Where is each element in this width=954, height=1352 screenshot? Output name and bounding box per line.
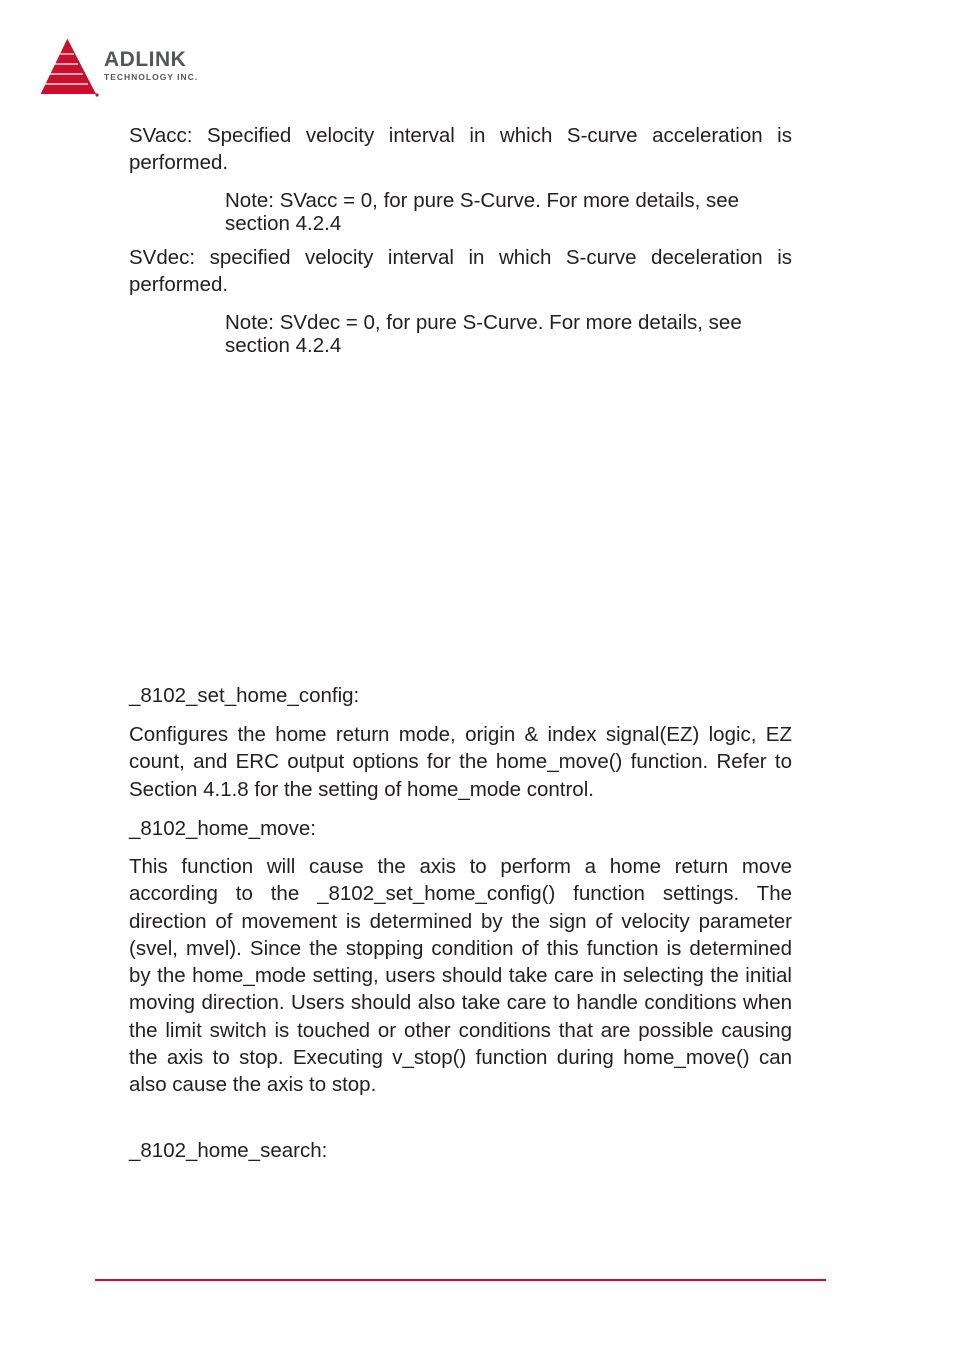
home-move-heading: _8102_home_move: — [129, 817, 316, 840]
svdec-note: Note: SVdec = 0, for pure S-Curve. For more details, see section 4.2.4 — [225, 311, 742, 357]
svacc-note: Note: SVacc = 0, for pure S-Curve. For more details, see section 4.2.4 — [225, 189, 740, 235]
set-home-config-heading: _8102_set_home_config: — [129, 684, 360, 707]
brand-name: ADLINK — [104, 48, 187, 71]
footer-rule — [95, 1279, 826, 1281]
home-search-heading: _8102_home_search: — [129, 1139, 328, 1162]
brand-subtitle: TECHNOLOGY INC. — [104, 72, 199, 82]
svacc-description: SVacc: Specified velocity interval in which S-curve acceleration is performed. — [129, 124, 792, 175]
adlink-logo — [38, 36, 238, 98]
set-home-config-description: Configures the home return mode, origin & index signal(EZ) logic, EZ count, and ERC output options for the home_move() function. Refer to Section 4.1.8 for the setting of home_mode control. — [129, 723, 792, 801]
home-move-description: This function will cause the axis to perform a home return move according to the _8102_set_home_config() function settings. The direction of movement is determined by the sign of velocity parameter (svel, mvel). Since the stopping condition of this function is determined by the home_mode setting, users should take care in selecting the initial moving direction. Users should also take care to handle conditions when the limit switch is touched or other conditions that are possible causing the axis to stop. Executing v_stop() function during home_move() can also cause the axis to stop. — [129, 855, 792, 1097]
svdec-description: SVdec: specified velocity interval in which S-curve deceleration is performed. — [129, 246, 792, 297]
adlink-logo-mark-icon — [38, 36, 100, 98]
